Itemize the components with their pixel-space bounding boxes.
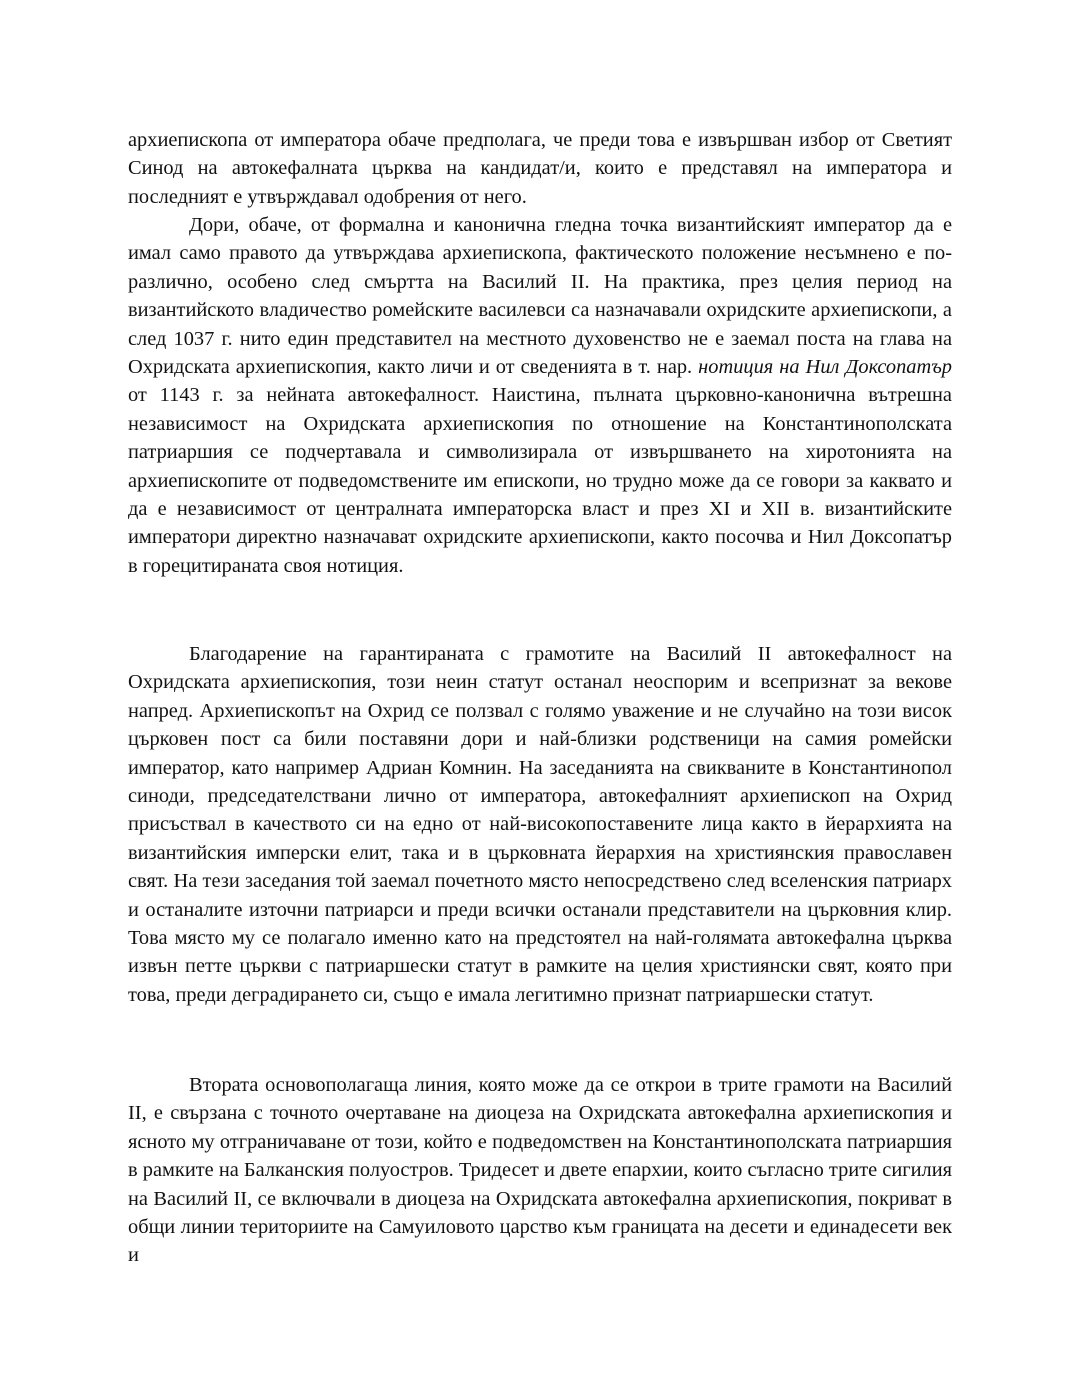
paragraph-3-text: Благодарение на гарантираната с грамотите на Василий II автокефалност на Охридската архиепископия, този неин статут останал неоспорим и всепризнат за векове напред. Архиепископът на Охрид се ползвал с голямо уважение и не случайно на този висок църковен пост са били поставяни дори и най-близки родственици на самия ромейски император, като например Адриан Комнин. На заседанията на свикваните в Константинопол синоди, председателствани лично от императора, автокефалният архиепископ на Охрид присъствал в качеството си на едно от най-високопоставените лица както в йерархията на византийския имперски елит, така и в църковната йерархия на християнския православен свят. На тези заседания той заемал почетното място непосредствено след вселенския патриарх и останалите източни патриарси и преди всички останали представители на църковния клир. Това място му се полагало именно като на предстоятел на най-голямата автокефална църква извън петте църкви с патриаршески статут в рамките на целия християнски свят, която при това, преди деградирането си, също е имала легитимно признат патриаршески статут. bbox=[128, 643, 952, 1006]
paragraph-2-italic-term: нотиция на Нил Доксопатър bbox=[698, 356, 952, 379]
paragraph-1-text: архиепископа от императора обаче предполага, че преди това е извършван избор от Светият Синод на автокефалната църква на кандидат/и, които е представял на императора и последният е утвърждавал одобрения от него. bbox=[128, 129, 952, 208]
paragraph-3 bbox=[128, 640, 952, 1009]
paragraph-4-text: Втората основополагаща линия, която може да се открои в трите грамоти на Василий II, е свързана с точното очертаване на диоцеза на Охридската автокефална архиепископия и ясното му отграничаване от този, който е подведомствен на Константинополската патриаршия в рамките на Балканския полуостров. Тридесет и двете епархии, които съгласно трите сигилия на Василий II, се включвали в диоцеза на Охридската автокефална архиепископия, покриват в общи линии териториите на Самуиловото царство към границата на десети и единадесети век и bbox=[128, 1074, 952, 1267]
paragraph-4 bbox=[128, 1071, 952, 1270]
paragraph-2 bbox=[128, 211, 952, 580]
paragraph-2-text-a: Дори, обаче, от формална и канонична гледна точка византийският император да е имал само правото да утвърждава архиепископа, фактическото положение несъмнено е по-различно, особено след смъртта на Василий II. На практика, през целия период на византийското владичество ромейските василевси са назначавали охридските архиепископи, а след 1037 г. нито един представител на местното духовенство не е заемал поста на глава на Охридската архиепископия, както личи и от сведенията в т. нар. bbox=[128, 214, 952, 379]
paragraph-1 bbox=[128, 126, 952, 211]
paragraph-2-text-b: от 1143 г. за нейната автокефалност. Наистина, пълната църковно-канонична вътрешна независимост на Охридската архиепископия по отношение на Константинополската патриаршия се подчертавала и символизирала от извършването на хиротонията на архиепископите от подведомствените им епископи, но трудно може да се говори за каквато и да е независимост от централната императорска власт и през XI и XII в. византийските императори директно назначават охридските архиепископи, както посочва и Нил Доксопатър в горецитираната своя нотиция. bbox=[128, 384, 952, 577]
